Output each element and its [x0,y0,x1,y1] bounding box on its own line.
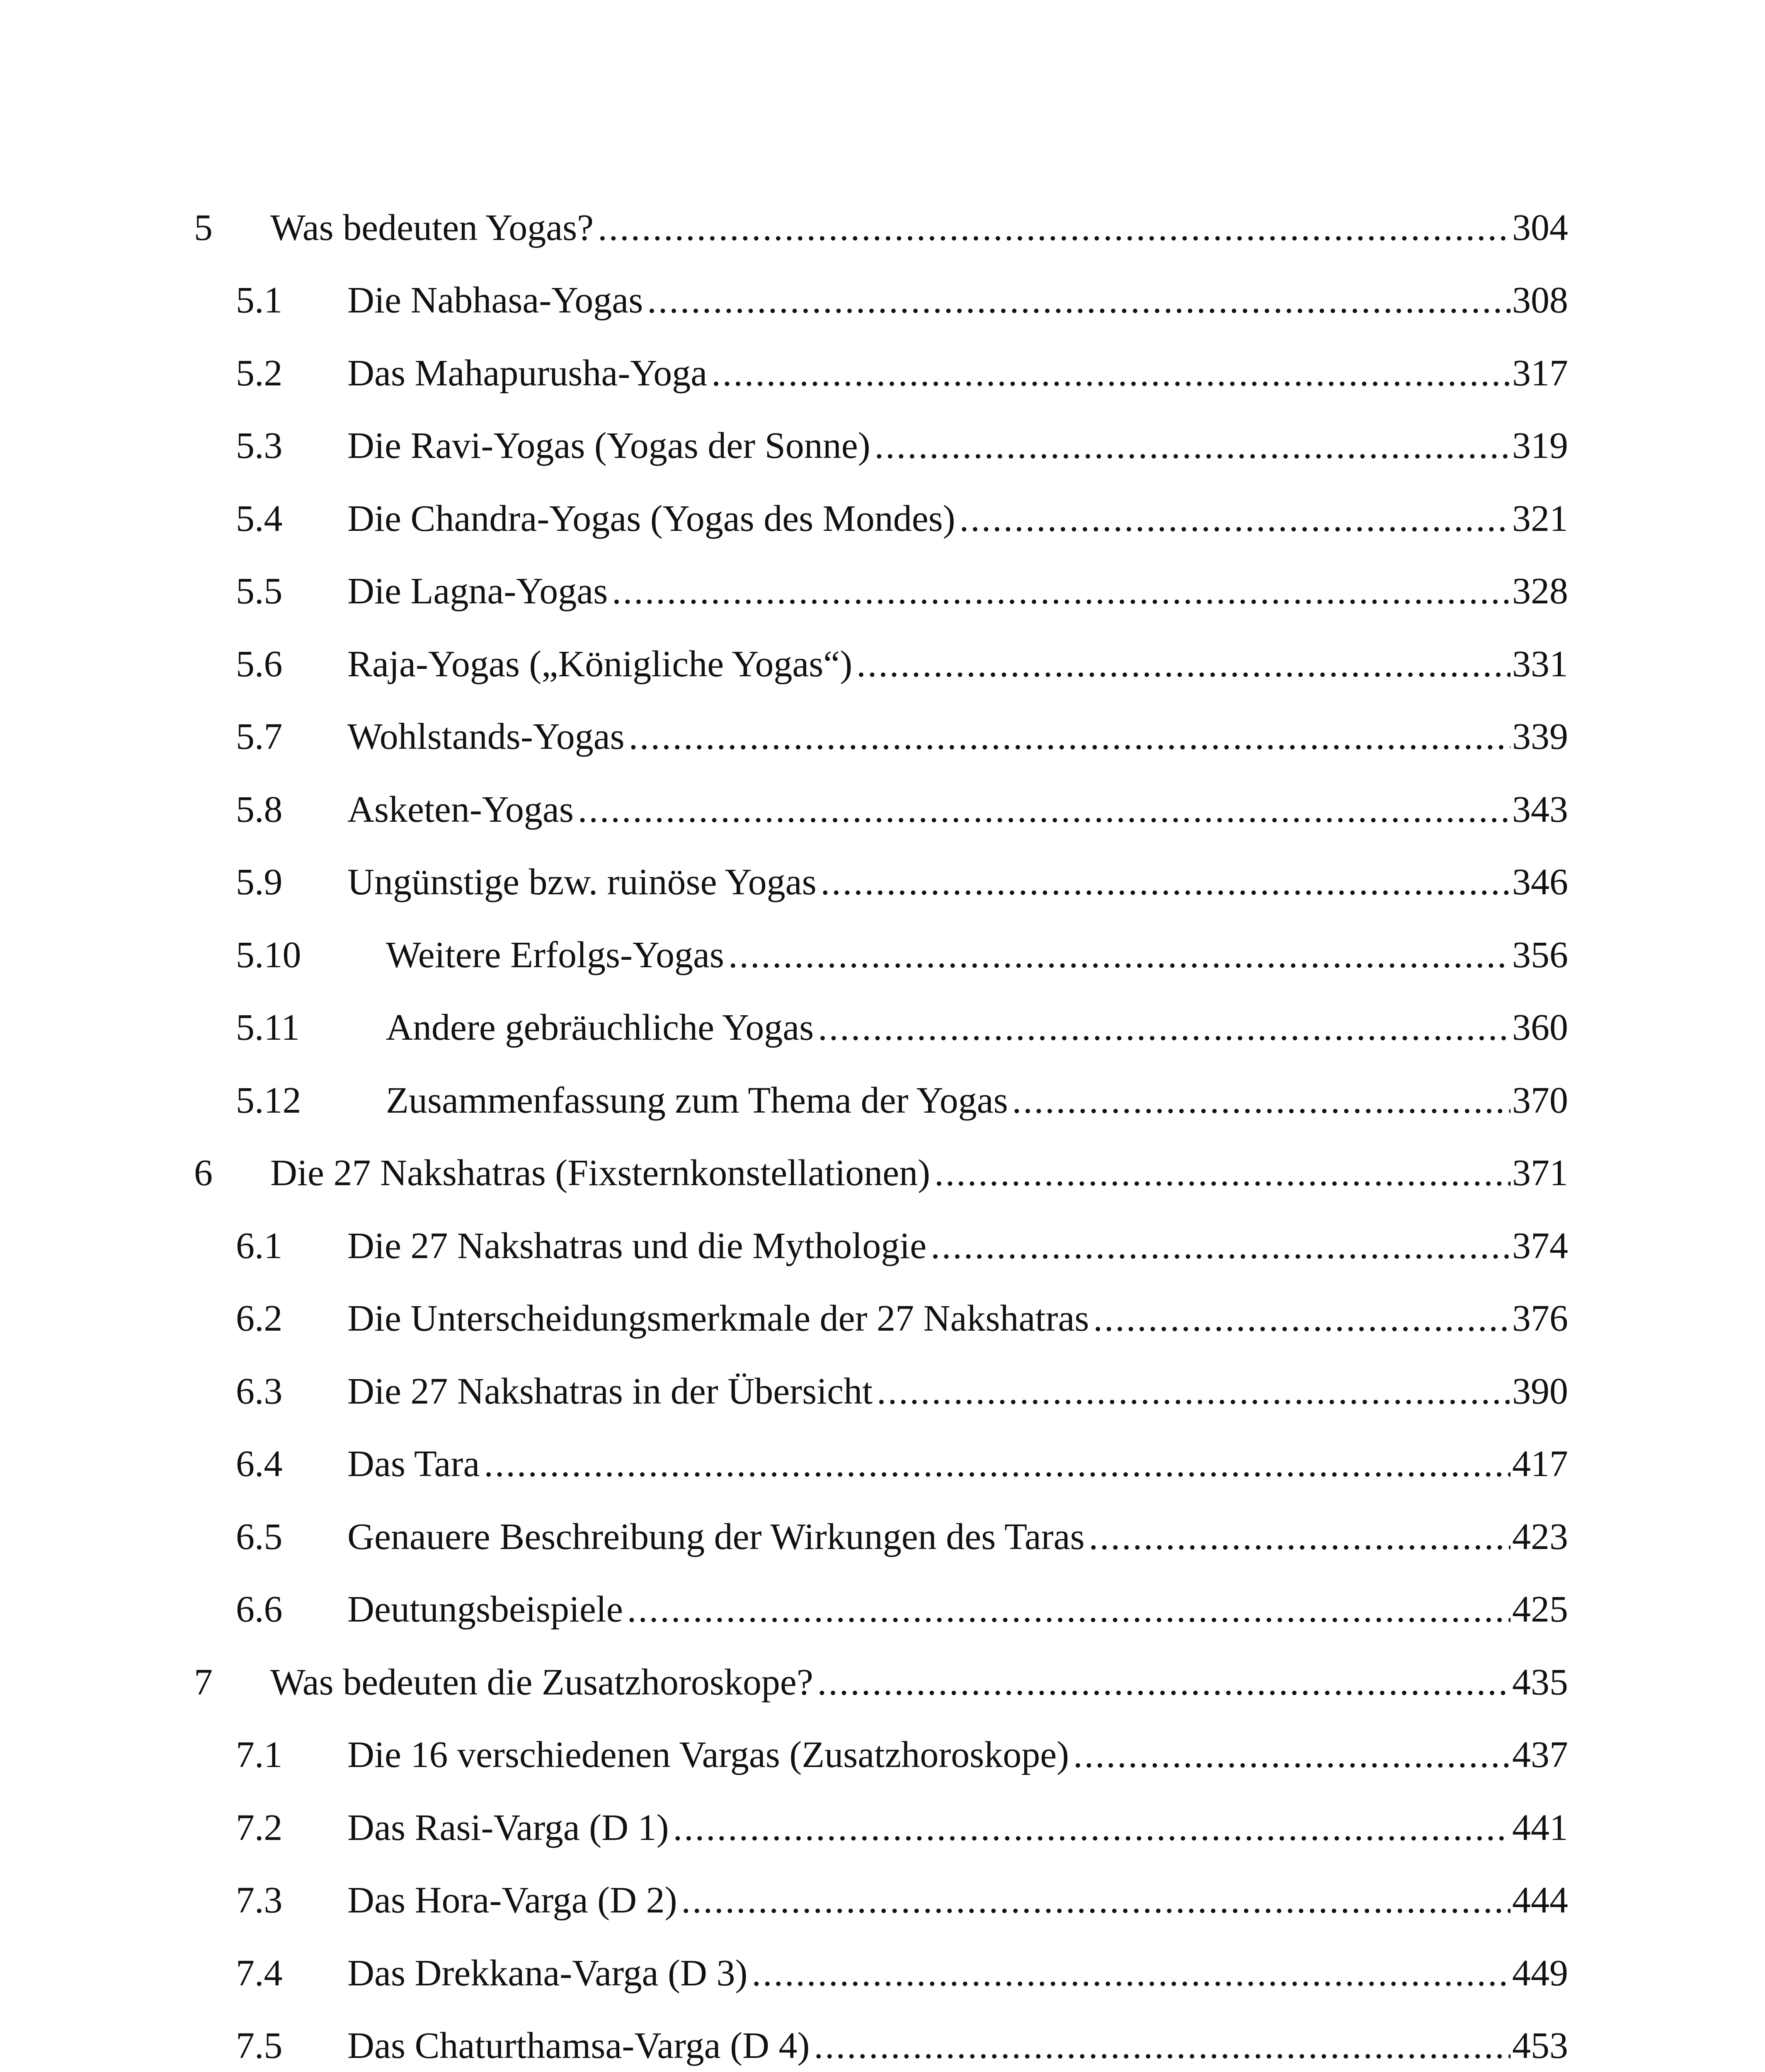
dot-leader [931,1227,1510,1265]
toc-entry[interactable] [194,482,1568,555]
entry-title: Raja-Yogas („Königliche Yogas“) [347,643,853,685]
entry-number: 6.5 [236,1516,283,1557]
toc-entry[interactable] [194,1210,1568,1283]
entry-title: Deutungsbeispiele [347,1589,623,1630]
entry-page: 444 [1512,1880,1568,1921]
entry-number: 7.4 [236,1952,283,1994]
entry-title: Wohlstands-Yogas [347,716,625,758]
entry-page: 339 [1512,716,1568,758]
toc-entry[interactable] [194,1719,1568,1792]
toc-entry[interactable] [194,337,1568,410]
dot-leader [1093,1300,1510,1337]
dot-leader [960,500,1510,537]
entry-title: Asketen-Yogas [347,789,574,830]
entry-number: 6.6 [236,1589,283,1630]
entry-page: 376 [1512,1298,1568,1339]
entry-title: Die 27 Nakshatras in der Übersicht [347,1370,873,1412]
entry-number: 5.9 [236,862,283,903]
dot-leader [578,791,1510,828]
entry-number: 5.6 [236,643,283,685]
toc-entry[interactable] [194,1646,1568,1719]
entry-page: 423 [1512,1516,1568,1557]
dot-leader [934,1155,1510,1192]
toc-entry[interactable] [194,1428,1568,1501]
entry-number: 5.2 [236,352,283,394]
entry-page: 453 [1512,2025,1568,2067]
toc-entry[interactable] [194,191,1568,264]
toc-entry[interactable] [194,1501,1568,1573]
entry-number: 7 [194,1661,213,1703]
dot-leader [647,282,1510,319]
entry-page: 449 [1512,1952,1568,1994]
dot-leader [856,646,1510,683]
dot-leader [752,1955,1510,1992]
entry-number: 5.8 [236,789,283,830]
entry-number: 7.3 [236,1880,283,1921]
table-of-contents [194,191,1568,2072]
dot-leader [711,355,1510,392]
entry-number: 5.11 [236,1007,300,1048]
entry-number: 6.2 [236,1298,283,1339]
entry-number: 7.1 [236,1734,283,1776]
entry-title: Genauere Beschreibung der Wirkungen des Taras [347,1516,1085,1557]
dot-leader [818,1009,1510,1046]
toc-entry[interactable] [194,701,1568,774]
entry-title: Das Tara [347,1443,480,1485]
toc-entry[interactable] [194,1137,1568,1210]
toc-entry[interactable] [194,919,1568,992]
entry-number: 6.3 [236,1370,283,1412]
entry-title: Zusammenfassung zum Thema der Yogas [386,1080,1008,1121]
entry-title: Die Ravi-Yogas (Yogas der Sonne) [347,425,870,467]
entry-page: 343 [1512,789,1568,830]
dot-leader [877,1373,1510,1410]
toc-entry[interactable] [194,1791,1568,1864]
entry-title: Die Unterscheidungsmerkmale der 27 Nakshatras [347,1298,1089,1339]
toc-entry[interactable] [194,1283,1568,1356]
entry-page: 435 [1512,1661,1568,1703]
entry-title: Die Lagna-Yogas [347,571,608,612]
entry-title: Das Hora-Varga (D 2) [347,1880,677,1921]
dot-leader [598,209,1510,247]
entry-title: Was bedeuten die Zusatzhoroskope? [270,1661,813,1703]
entry-title: Das Drekkana-Varga (D 3) [347,1952,748,1994]
toc-entry[interactable] [194,410,1568,483]
toc-entry[interactable] [194,1573,1568,1646]
entry-page: 390 [1512,1370,1568,1412]
dot-leader [484,1445,1510,1483]
entry-page: 441 [1512,1807,1568,1848]
toc-entry[interactable] [194,773,1568,846]
entry-number: 5.7 [236,716,283,758]
entry-number: 7.5 [236,2025,283,2067]
entry-title: Die Nabhasa-Yogas [347,280,643,321]
entry-title: Was bedeuten Yogas? [270,207,594,248]
toc-entry[interactable] [194,992,1568,1065]
entry-page: 437 [1512,1734,1568,1776]
entry-number: 7.2 [236,1807,283,1848]
entry-number: 5.5 [236,571,283,612]
dot-leader [1073,1736,1510,1774]
entry-page: 328 [1512,571,1568,612]
toc-entry[interactable] [194,1064,1568,1137]
toc-entry[interactable] [194,1355,1568,1428]
toc-entry[interactable] [194,846,1568,919]
entry-title: Die 27 Nakshatras (Fixsternkonstellationen) [270,1152,931,1194]
entry-page: 360 [1512,1007,1568,1048]
entry-title: Ungünstige bzw. ruinöse Yogas [347,862,817,903]
dot-leader [821,864,1510,901]
entry-title: Das Chaturthamsa-Varga (D 4) [347,2025,810,2067]
entry-title: Andere gebräuchliche Yogas [386,1007,814,1048]
entry-page: 346 [1512,862,1568,903]
entry-number: 5.10 [236,934,301,975]
entry-number: 5.12 [236,1080,301,1121]
toc-entry[interactable] [194,628,1568,701]
dot-leader [875,427,1510,465]
entry-page: 331 [1512,643,1568,685]
dot-leader [627,1591,1510,1628]
dot-leader [814,2027,1510,2065]
dot-leader [681,1882,1510,1919]
entry-page: 425 [1512,1589,1568,1630]
dot-leader [612,573,1510,610]
entry-number: 5.3 [236,425,283,467]
toc-entry[interactable] [194,555,1568,628]
entry-page: 308 [1512,280,1568,321]
entry-page: 370 [1512,1080,1568,1121]
entry-number: 5.1 [236,280,283,321]
entry-title: Die 27 Nakshatras und die Mythologie [347,1225,927,1266]
dot-leader [817,1664,1510,1701]
entry-page: 371 [1512,1152,1568,1194]
entry-title: Das Rasi-Varga (D 1) [347,1807,669,1848]
dot-leader [629,718,1510,755]
entry-title: Die Chandra-Yogas (Yogas des Mondes) [347,498,955,539]
entry-title: Weitere Erfolgs-Yogas [386,934,724,975]
entry-number: 6.4 [236,1443,283,1485]
toc-entry[interactable] [194,1864,1568,1937]
toc-entry[interactable] [194,2010,1568,2072]
entry-page: 319 [1512,425,1568,467]
dot-leader [728,937,1510,974]
toc-entry[interactable] [194,1937,1568,2010]
entry-page: 417 [1512,1443,1568,1485]
entry-title: Das Mahapurusha-Yoga [347,352,708,394]
entry-title: Die 16 verschiedenen Vargas (Zusatzhoroskope) [347,1734,1069,1776]
dot-leader [1089,1518,1510,1556]
toc-entry[interactable] [194,264,1568,337]
dot-leader [1012,1082,1510,1119]
entry-page: 356 [1512,934,1568,975]
entry-number: 5 [194,207,213,248]
entry-number: 6.1 [236,1225,283,1266]
entry-page: 321 [1512,498,1568,539]
entry-number: 5.4 [236,498,283,539]
entry-page: 374 [1512,1225,1568,1266]
entry-number: 6 [194,1152,213,1194]
entry-page: 317 [1512,352,1568,394]
dot-leader [673,1809,1510,1847]
entry-page: 304 [1512,207,1568,248]
